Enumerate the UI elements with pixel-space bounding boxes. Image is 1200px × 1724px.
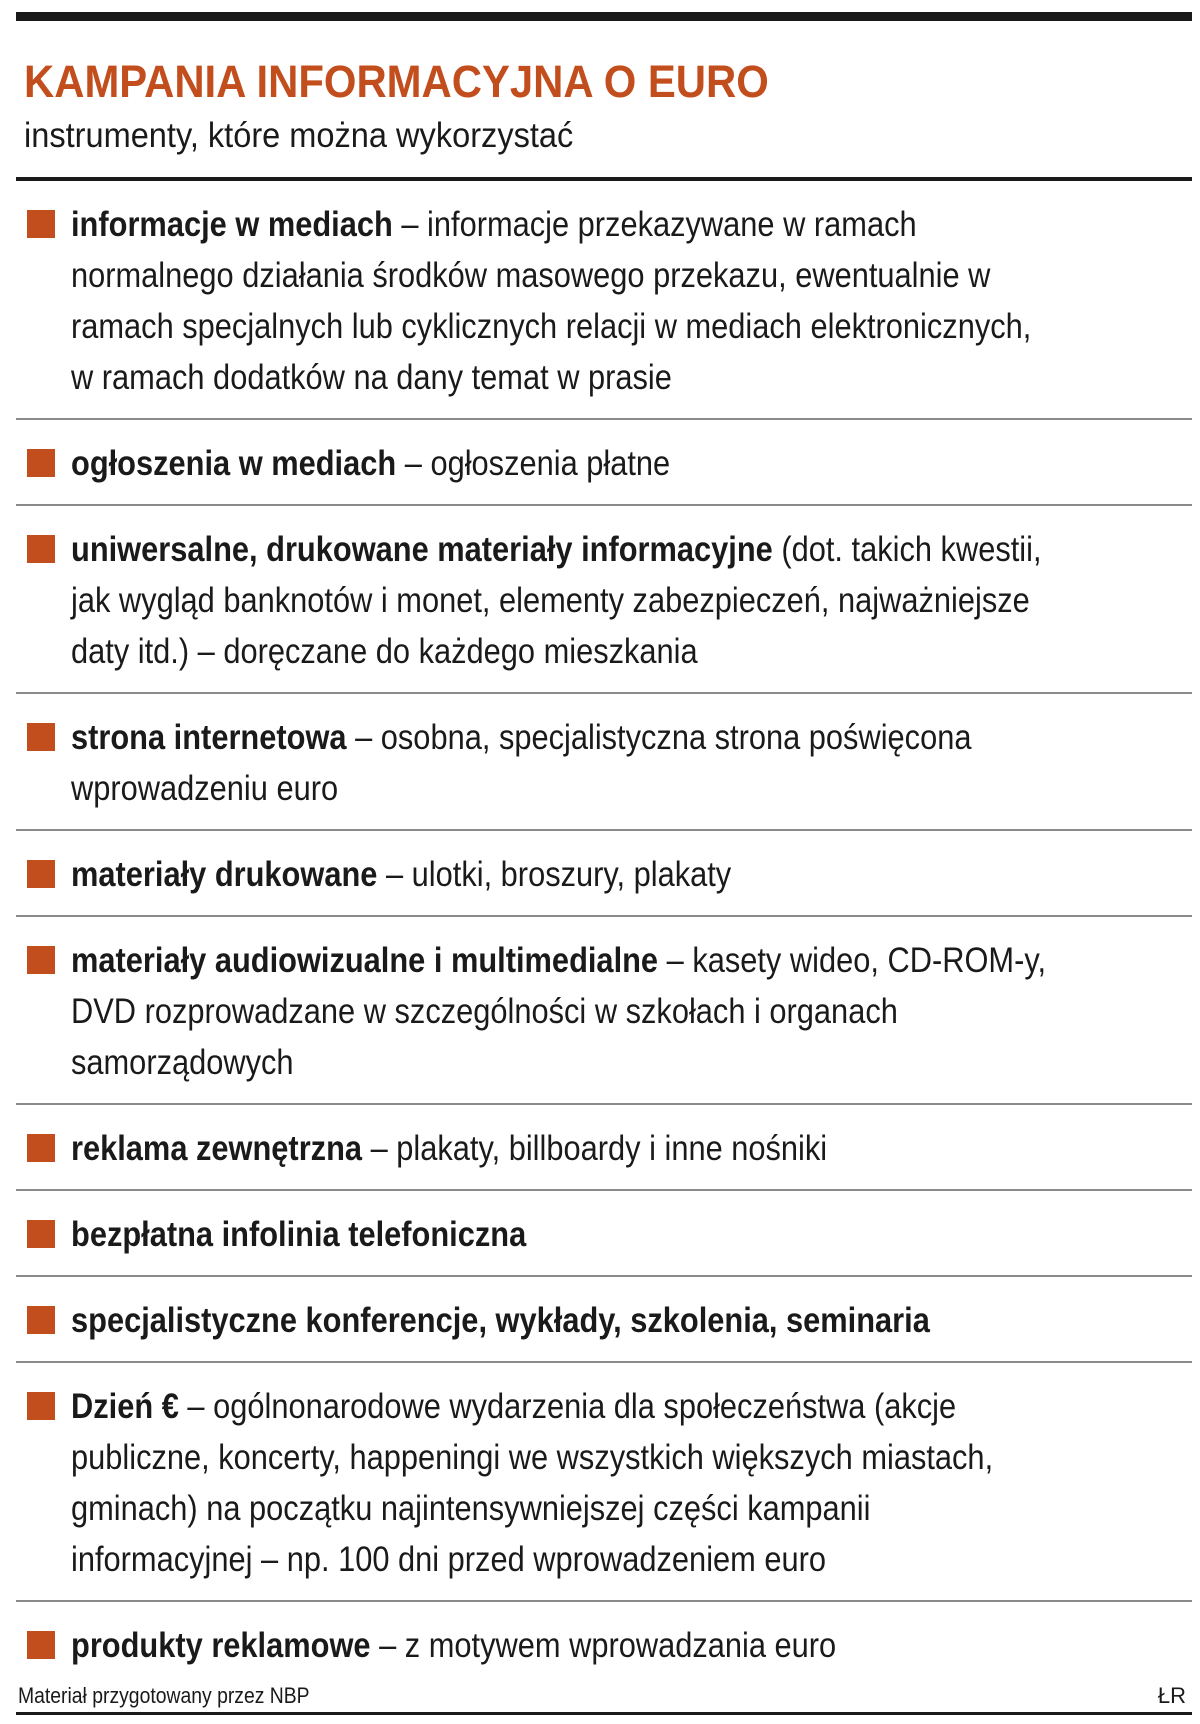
list-item bbox=[16, 1277, 1192, 1363]
list-item-term: bezpłatna infolinia telefoniczna bbox=[71, 1215, 527, 1254]
list-item bbox=[16, 181, 1192, 420]
list-item-text bbox=[71, 712, 1057, 814]
square-bullet-icon bbox=[27, 1631, 55, 1659]
square-bullet-icon bbox=[27, 1134, 55, 1162]
list-item bbox=[16, 1105, 1192, 1191]
square-bullet-icon bbox=[27, 723, 55, 751]
square-bullet-icon bbox=[27, 1306, 55, 1334]
list-item-description: – ogólnonarodowe wydarzenia dla społeczeństwa (akcje publiczne, koncerty, happeningi we wszystkich większych miastach, gminach) na początku najintensywniejszej części kampanii informacyjnej – np. 100 dni przed wprowadzeniem euro bbox=[71, 1387, 994, 1579]
list-item-text bbox=[71, 849, 1057, 900]
square-bullet-icon bbox=[27, 860, 55, 888]
list-item-term: materiały audiowizualne i multimedialne bbox=[71, 941, 659, 980]
list-item-term: uniwersalne, drukowane materiały informacyjne bbox=[71, 530, 773, 569]
list-item-text bbox=[71, 935, 1057, 1088]
list-item-term: specjalistyczne konferencje, wykłady, szkolenia, seminaria bbox=[71, 1301, 930, 1340]
list-item-term: produkty reklamowe bbox=[71, 1626, 371, 1665]
instrument-list bbox=[16, 181, 1192, 1686]
list-item-term: Dzień € bbox=[71, 1387, 179, 1426]
list-item-term: materiały drukowane bbox=[71, 855, 378, 894]
list-item-text bbox=[71, 1295, 1057, 1346]
square-bullet-icon bbox=[27, 1392, 55, 1420]
list-item bbox=[16, 831, 1192, 917]
infographic bbox=[16, 12, 1192, 1686]
list-item-description: – z motywem wprowadzania euro bbox=[370, 1626, 837, 1665]
list-item-description: – osobna, specjalistyczna strona poświęcona wprowadzeniu euro bbox=[71, 718, 972, 808]
square-bullet-icon bbox=[27, 210, 55, 238]
top-rule bbox=[16, 12, 1192, 21]
list-item bbox=[16, 420, 1192, 506]
square-bullet-icon bbox=[27, 535, 55, 563]
list-item-description: – ulotki, broszury, plakaty bbox=[377, 855, 732, 894]
list-item-text bbox=[71, 1381, 1057, 1585]
list-item-term: strona internetowa bbox=[71, 718, 347, 757]
page-title: KAMPANIA INFORMACYJNA O EURO bbox=[24, 56, 769, 107]
list-item bbox=[16, 1602, 1192, 1686]
list-item-text bbox=[71, 1620, 1057, 1671]
square-bullet-icon bbox=[27, 1220, 55, 1248]
list-item-description: – kasety wideo, CD-ROM-y, DVD rozprowadzane w szczególności w szkołach i organach samorządowych bbox=[71, 941, 1047, 1082]
list-item-text bbox=[71, 1123, 1057, 1174]
list-item-description: (dot. takich kwestii, jak wygląd banknotów i monet, elementy zabezpieczeń, najważniejsze daty itd.) – doręczane do każdego mieszkania bbox=[71, 530, 1042, 671]
list-item bbox=[16, 1363, 1192, 1602]
list-item-term: ogłoszenia w mediach bbox=[71, 444, 397, 483]
list-item bbox=[16, 694, 1192, 831]
square-bullet-icon bbox=[27, 449, 55, 477]
source-note: Materiał przygotowany przez NBP bbox=[18, 1683, 310, 1708]
square-bullet-icon bbox=[27, 946, 55, 974]
list-item-text bbox=[71, 1209, 1057, 1260]
list-item-term: informacje w mediach bbox=[71, 205, 393, 244]
author-initials: ŁR bbox=[1157, 1683, 1186, 1708]
footer-rule bbox=[16, 1712, 1192, 1715]
list-item bbox=[16, 506, 1192, 694]
list-item-text bbox=[71, 438, 1057, 489]
header bbox=[16, 21, 1192, 177]
list-item-term: reklama zewnętrzna bbox=[71, 1129, 363, 1168]
list-item-text bbox=[71, 199, 1057, 403]
page-subtitle: instrumenty, które można wykorzystać bbox=[24, 116, 574, 155]
list-item-description: – ogłoszenia płatne bbox=[396, 444, 671, 483]
list-item bbox=[16, 917, 1192, 1105]
list-item-description: – plakaty, billboardy i inne nośniki bbox=[362, 1129, 828, 1168]
list-item-text bbox=[71, 524, 1057, 677]
list-item-description: – informacje przekazywane w ramach normalnego działania środków masowego przekazu, ewentualnie w ramach specjalnych lub cyklicznych relacji w mediach elektronicznych, w ramach dodatków na dany temat w prasie bbox=[71, 205, 1032, 397]
list-item bbox=[16, 1191, 1192, 1277]
